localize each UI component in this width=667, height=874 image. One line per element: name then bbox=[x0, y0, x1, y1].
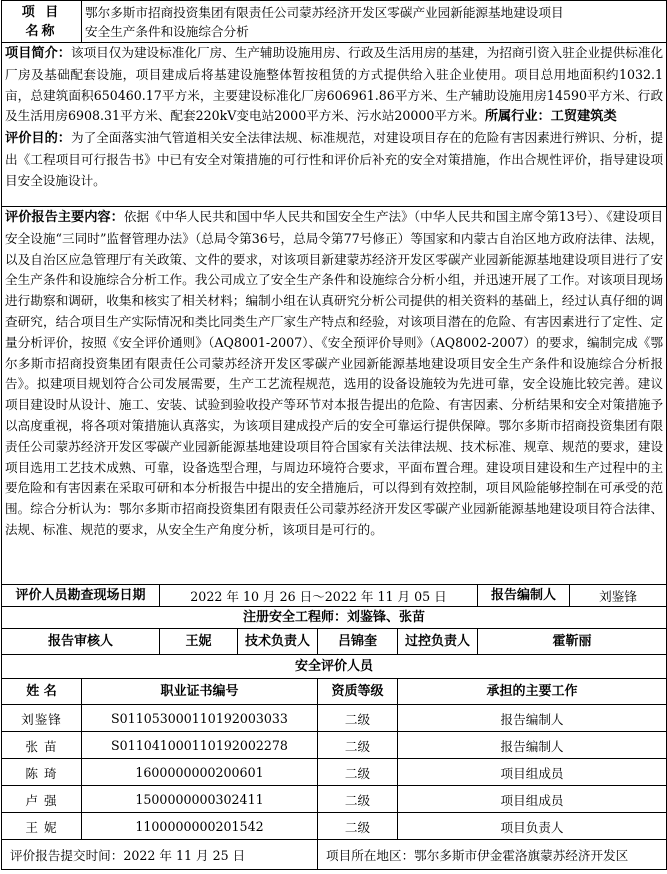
purpose-text: 为了全面落实油气管道相关安全法律法规、标准规范，对建设项目存在的危险有害因素进行辨识、分析，提出《工程项目可行报告书》中已有安全对策措施的可行性和评价后补充的安全对策措施，作出合规性评价，指导建设项目安全设施设计。 bbox=[5, 130, 664, 188]
staff-work: 项目负责人 bbox=[398, 813, 667, 840]
engineers-row bbox=[2, 607, 667, 629]
process-label: 过控负责人 bbox=[398, 629, 478, 655]
industry-label: 所属行业： bbox=[484, 109, 551, 125]
reviewer-name: 王妮 bbox=[160, 629, 238, 655]
project-row bbox=[2, 1, 667, 43]
project-label-line2: 名称 bbox=[25, 23, 58, 39]
survey-row bbox=[2, 585, 667, 607]
report-contents-row bbox=[2, 207, 667, 585]
staff-name: 刘鉴锋 bbox=[2, 705, 82, 732]
staff-header-name: 姓 名 bbox=[2, 679, 82, 705]
location-value: 鄂尔多斯市伊金霍洛旗蒙苏经济开发区 bbox=[414, 848, 629, 863]
survey-label: 评价人员勘查现场日期 bbox=[2, 585, 160, 607]
staff-cert: 1500000000302411 bbox=[82, 786, 318, 813]
submit-date: 2022 年 11 月 25 日 bbox=[123, 848, 246, 863]
staff-name: 陈 琦 bbox=[2, 759, 82, 786]
industry-value: 工贸建筑类 bbox=[550, 109, 617, 125]
roles-row bbox=[2, 629, 667, 655]
footer-row bbox=[2, 840, 667, 870]
staff-level: 二级 bbox=[318, 786, 398, 813]
engineers-text: 注册安全工程师：刘鉴锋、张苗 bbox=[2, 607, 667, 629]
staff-level: 二级 bbox=[318, 705, 398, 732]
location-label: 项目所在地区： bbox=[326, 848, 415, 863]
staff-cert: 1600000000200601 bbox=[82, 759, 318, 786]
table-row bbox=[2, 786, 667, 813]
process-name: 霍靳丽 bbox=[478, 629, 667, 655]
staff-header-level: 资质等级 bbox=[318, 679, 398, 705]
compiler-label: 报告编制人 bbox=[478, 585, 570, 607]
overview-heading: 项目简介： bbox=[5, 46, 71, 61]
project-label-cell bbox=[2, 1, 82, 43]
overview-cell bbox=[2, 43, 667, 207]
report-table bbox=[1, 0, 667, 870]
report-text: 依据《中华人民共和国中华人民共和国安全生产法》（中华人民共和国主席令第13号）、《建设项目安全设施“三同时”监督管理办法》（总局令第36号，总局令第77号修正）等国家和内蒙古自治区地方政府法律、法规，以及自治区应急管理厅有关政策、文件的要求，对该项目新建蒙苏经济开发区零碳产业园新能源基地建设项目进行了安全生产条件和设施综合分析工作。我公司成立了安全生产条件和设施综合分析小组，并迅速开展了工作。对该项目现场进行勘察和调研，收集和核实了相关材料；编制小组在认真研究分析公司提供的相关资料的基础上，经过认真仔细的调查研究，结合项目生产实际情况和类比同类生产厂家生产特点和经验，对该项目潜在的危险、有害因素进行了定性、定量分析评价，按照《安全评价通则》（AQ8001-2007）、《安全预评价导则》（AQ8002-2007）的要求，编制完成《鄂尔多斯市招商投资集团有限责任公司蒙苏经济开发区零碳产业园新能源基地建设项目安全生产条件和设施综合分析报告》。拟建项目规划符合公司发展需要，生产工艺流程规范，选用的设备设施较为先进可靠，安全设施比较完善。建议项目建设时从设计、施工、安装、试验到验收投产等环节对本报告提出的危险、有害因素、分析结果和安全对策措施予以高度重视，将各项对策措施认真落实，为该项目建成投产后的安全可靠运行提供保障。鄂尔多斯市招商投资集团有限责任公司蒙苏经济开发区零碳产业园新能源基地建设项目符合国家有关法律法规、技术标准、规章、规范的要求，建设项目选用工艺技术成熟、可靠，设备选型合理，与周边环境符合要求，平面布置合理。建设项目建设和生产过程中的主要危险和有害因素在采取可研和本分析报告中提出的安全措施后，可以得到有效控制，项目风险能够控制在可承受的范围。综合分析认为：鄂尔多斯市招商投资集团有限责任公司蒙苏经济开发区零碳产业园新能源基地建设项目符合法律、法规、标准、规范的要求，从安全生产角度分析，该项目是可行的。 bbox=[5, 209, 664, 537]
report-contents-cell bbox=[2, 207, 667, 585]
table-row bbox=[2, 759, 667, 786]
report-heading: 评价报告主要内容： bbox=[5, 210, 124, 225]
staff-work: 报告编制人 bbox=[398, 732, 667, 759]
submit-cell bbox=[2, 840, 318, 870]
location-cell bbox=[318, 840, 667, 870]
staff-title: 安全评价人员 bbox=[2, 655, 667, 679]
staff-name: 卢 强 bbox=[2, 786, 82, 813]
project-label-line1: 项 目 bbox=[21, 4, 62, 20]
table-row bbox=[2, 732, 667, 759]
compiler-name: 刘鉴锋 bbox=[570, 585, 667, 607]
staff-work: 项目组成员 bbox=[398, 759, 667, 786]
purpose-label: 评价目的： bbox=[5, 131, 71, 147]
project-name-line1: 鄂尔多斯市招商投资集团有限责任公司蒙苏经济开发区零碳产业园新能源基地建设项目 bbox=[85, 4, 564, 20]
staff-title-row bbox=[2, 655, 667, 679]
staff-cert: 1100000000201542 bbox=[82, 813, 318, 840]
overview-text: 该项目仅为建设标准化厂房、生产辅助设施用房、行政及生活用房的基建，为招商引资入驻企业提供标准化厂房及基础配套设施，项目建成后将基建设施整体暂按租赁的方式提供给入驻企业使用。项目总用地面积约1032.1亩，总建筑面积650460.17平方米，主要建设标准化厂房606961.86平方米、生产辅助设施用房14590平方米、行政及生活用房6908.31平方米、配套220kV变电站2000平方米、污水站20000平方米。 bbox=[5, 45, 664, 124]
staff-header-row bbox=[2, 679, 667, 705]
staff-name: 王 妮 bbox=[2, 813, 82, 840]
staff-cert: S011041000110192002278 bbox=[82, 732, 318, 759]
project-name-cell bbox=[82, 1, 667, 43]
tech-name: 吕锦奎 bbox=[318, 629, 398, 655]
project-name-line2: 安全生产条件和设施综合分析 bbox=[85, 23, 249, 39]
staff-level: 二级 bbox=[318, 813, 398, 840]
staff-cert: S011053000110192003033 bbox=[82, 705, 318, 732]
staff-name: 张 苗 bbox=[2, 732, 82, 759]
staff-work: 报告编制人 bbox=[398, 705, 667, 732]
reviewer-label: 报告审核人 bbox=[2, 629, 160, 655]
staff-header-work: 承担的主要工作 bbox=[398, 679, 667, 705]
overview-row bbox=[2, 43, 667, 207]
survey-date-range: 2022 年 10 月 26 日～2022 年 11 月 05 日 bbox=[160, 585, 478, 607]
tech-label: 技术负责人 bbox=[238, 629, 318, 655]
staff-header-cert: 职业证书编号 bbox=[82, 679, 318, 705]
table-row bbox=[2, 705, 667, 732]
staff-work: 项目组成员 bbox=[398, 786, 667, 813]
table-row bbox=[2, 813, 667, 840]
staff-level: 二级 bbox=[318, 759, 398, 786]
staff-level: 二级 bbox=[318, 732, 398, 759]
submit-label: 评价报告提交时间： bbox=[10, 848, 124, 863]
